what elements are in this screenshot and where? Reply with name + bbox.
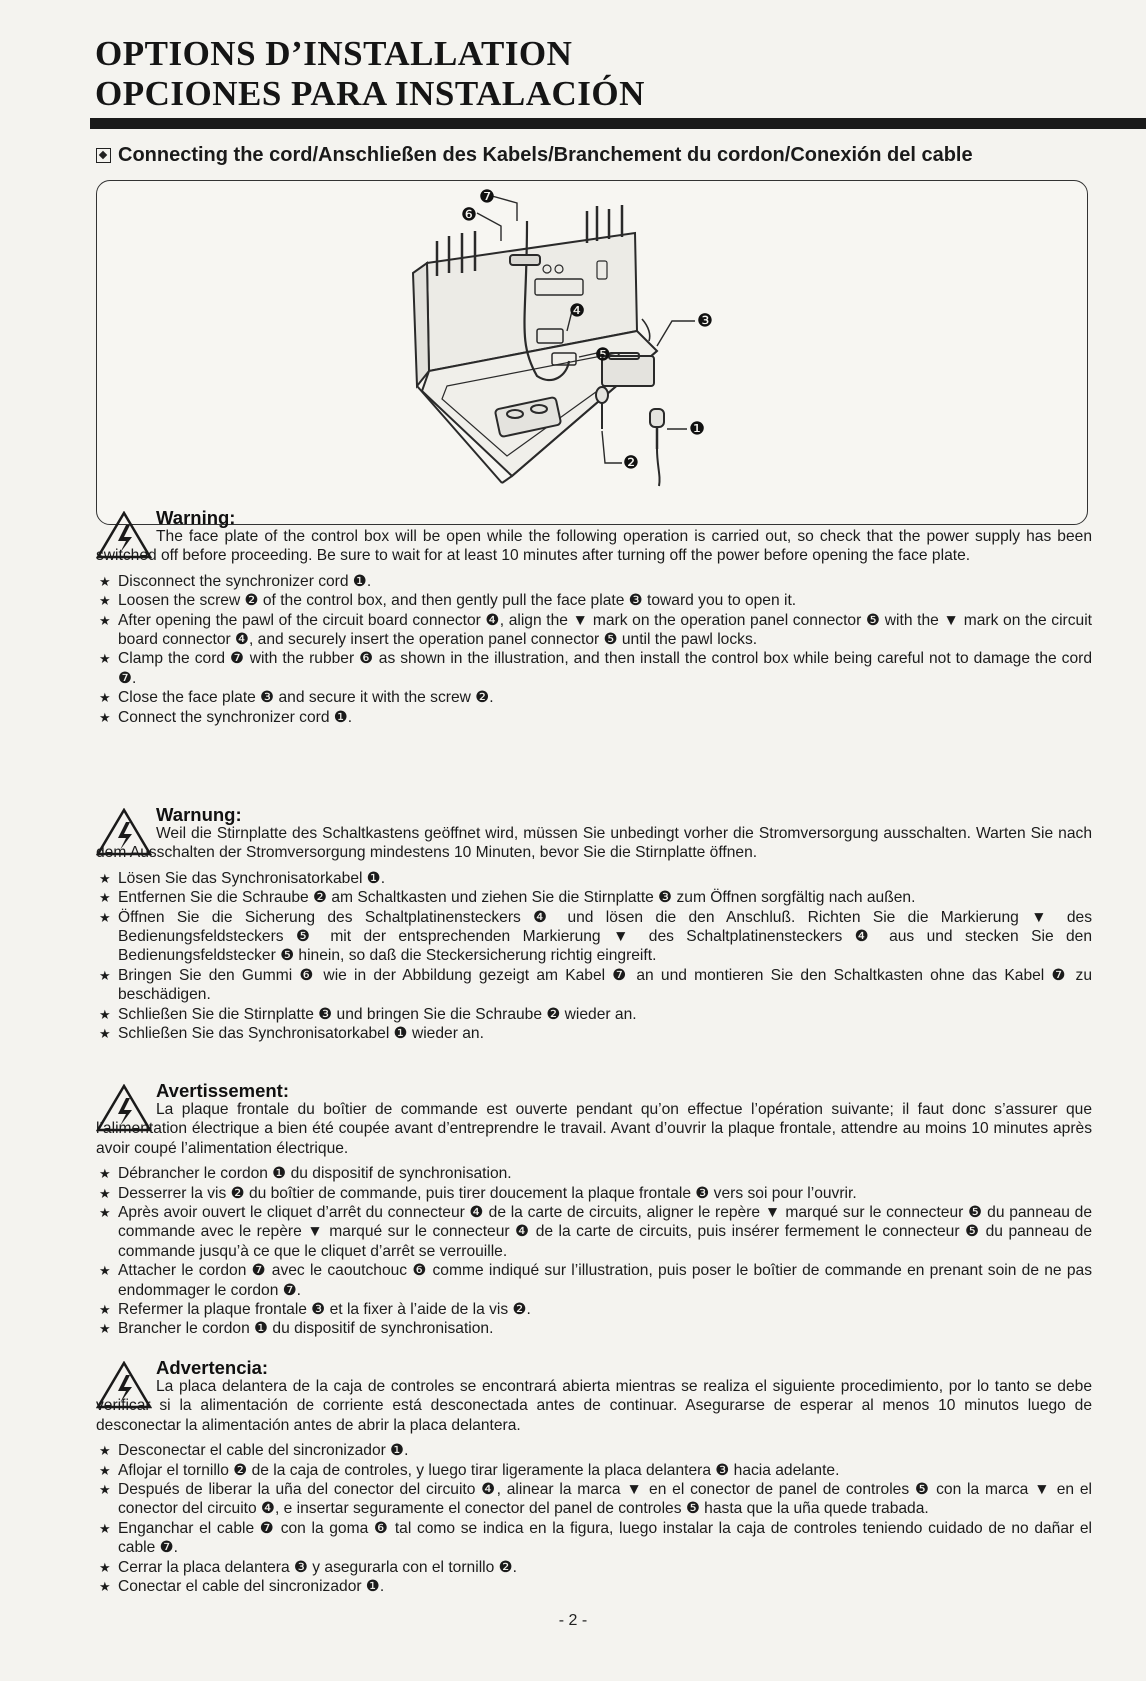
section-heading-text: Connecting the cord/Anschließen des Kabels/Branchement du cordon/Conexión del cable: [118, 144, 973, 166]
callout-1: ❶: [688, 418, 706, 440]
warning-title-spanish: Advertencia:: [156, 1357, 269, 1378]
list-item: ★ Attacher le cordon ❼ avec le caoutchouc ❻ comme indiqué sur l’illustration, puis poser le boîtier de commande en prenant soin de ne pas endommager le cordon ❼.: [99, 1262, 1092, 1299]
steps-list-spanish: [96, 1441, 1092, 1596]
control-box-illustration: [97, 181, 1086, 523]
list-item: ★ Desserrer la vis ❷ du boîtier de commande, puis tirer doucement la plaque frontale ❸ vers soi pour l’ouvrir.: [99, 1184, 857, 1202]
callout-7: ❼: [478, 186, 496, 208]
callout-5: ❺: [594, 344, 612, 366]
warning-body-english: The face plate of the control box will be open while the following operation is carried out, so check that the power supply has been switched off before proceeding. Be sure to wait for at least 10 minutes after turning off the power before opening the face plate.: [96, 528, 1092, 565]
list-item: ★ Cerrar la placa delantera ❸ y asegurarla con el tornillo ❷.: [99, 1558, 517, 1576]
section-heading: [96, 142, 1136, 168]
page-title: [95, 34, 1055, 114]
callout-6: ❻: [460, 204, 478, 226]
list-item: ★ Connect the synchronizer cord ❶.: [99, 708, 353, 726]
list-item: ★ Entfernen Sie die Schraube ❷ am Schaltkasten und ziehen Sie die Stirnplatte ❸ zum Öffnen sorgfältig nach außen.: [99, 889, 916, 907]
list-item: ★ Disconnect the synchronizer cord ❶.: [99, 572, 372, 590]
warning-section-spanish: [96, 1355, 1092, 1596]
warning-body-spanish: La placa delantera de la caja de controles se encontrará abierta mientras se realiza el siguiente procedimiento, por lo tanto se debe verificar si la alimentación de corriente está desconectada antes de continuar. Asegurarse de esperar al menos 10 minutos luego de desconectar la alimentación antes de abrir la placa delantera.: [96, 1378, 1092, 1434]
title-rule-divider: [90, 118, 1146, 129]
title-line-2: OPCIONES PARA INSTALACIÓN: [95, 74, 645, 113]
steps-list-english: [96, 572, 1092, 727]
list-item: ★ Enganchar el cable ❼ con la goma ❻ tal como se indica en la figura, luego instalar la caja de controles teniendo cuidado de no dañar el cable ❼.: [99, 1519, 1092, 1557]
list-item: ★ Débrancher le cordon ❶ du dispositif de synchronisation.: [99, 1165, 512, 1183]
warning-body-german: Weil die Stirnplatte des Schaltkastens geöffnet wird, müssen Sie unbedingt vorher die Stromversorgung ausschalten. Warten Sie nach dem Ausschalten der Stromversorgung mindestens 10 Minuten, bevor Sie die Stirnplatte öffnen.: [96, 825, 1092, 862]
rubber-clamp: [510, 255, 540, 265]
warning-section-english: [96, 505, 1092, 727]
warning-title-german: Warnung:: [156, 804, 242, 825]
illustration-frame: [96, 180, 1088, 525]
title-line-1: OPTIONS D’INSTALLATION: [95, 34, 573, 73]
steps-list-french: [96, 1164, 1092, 1339]
warning-section-french: [96, 1078, 1092, 1339]
list-item: ★ Clamp the cord ❼ with the rubber ❻ as shown in the illustration, and then install the control box while being careful not to damage the cord ❼.: [99, 650, 1092, 687]
page-number: - 2 -: [558, 1612, 588, 1629]
warning-title-english: Warning:: [156, 507, 236, 528]
list-item: ★ After opening the pawl of the circuit board connector ❹, align the ▼ mark on the operation panel connector ❺ with the ▼ mark on the circuit board connector ❹, and securely insert the operation panel connector ❺ until the pawl locks.: [99, 611, 1092, 649]
warning-title-french: Avertissement:: [156, 1080, 289, 1101]
section-bullet-icon: [96, 148, 111, 163]
list-item: ★ Loosen the screw ❷ of the control box, and then gently pull the face plate ❸ toward you to open it.: [99, 592, 797, 610]
list-item: ★ Conectar el cable del sincronizador ❶.: [99, 1578, 385, 1596]
list-item: ★ Bringen Sie den Gummi ❻ wie in der Abbildung gezeigt am Kabel ❼ an und montieren Sie den Schaltkasten ohne das Kabel ❼ zu beschädigen.: [99, 966, 1092, 1004]
list-item: ★ Lösen Sie das Synchronisatorkabel ❶.: [99, 869, 386, 887]
callout-3: ❸: [696, 310, 714, 332]
warning-section-german: [96, 802, 1092, 1043]
callout-4: ❹: [568, 300, 586, 322]
warning-body-french: La plaque frontale du boîtier de commande est ouverte pendant qu’on effectue l’opération suivante; il faut donc s’assurer que l’alimentation électrique a bien été coupée avant d’entreprendre le travail. Avant d’ouvrir la plaque frontale, attendre au moins 10 minutes après avoir coupé l’alimentation électrique.: [96, 1101, 1092, 1157]
list-item: ★ Después de liberar la uña del conector del circuito ❹, alinear la marca ▼ en el conector de panel de controles ❺ con la marca ▼ en el conector del circuito ❹, e insertar seguramente el conector del panel de controles ❺ hasta que la uña quede trabada.: [99, 1481, 1092, 1518]
list-item: ★ Après avoir ouvert le cliquet d’arrêt du connecteur ❹ de la carte de circuits, aligner le repère ▼ marqué sur le connecteur ❺ du panneau de commande avec le repère ▼ marqué sur le connecteur ❹ de la carte de circuits, puis insérer fermement le connecteur ❺ du panneau de commande jusqu’à ce que le cliquet d’arrêt se verrouille.: [99, 1204, 1092, 1260]
list-item: ★ Close the face plate ❸ and secure it with the screw ❷.: [99, 689, 494, 707]
list-item: ★ Öffnen Sie die Sicherung des Schaltplatinensteckers ❹ und lösen die den Anschluß. Richten Sie die Markierung ▼ des Bedienungsfeldsteckers ❺ mit der entsprechenden Markierung ▼ des Schaltplatinensteckers ❹ aus und stecken Sie den Bedienungsfeldstecker ❺ hinein, so daß die Steckersicherung richtig eingreift.: [99, 908, 1092, 965]
list-item: ★ Refermer la plaque frontale ❸ et la fixer à l’aide de la vis ❷.: [99, 1301, 531, 1319]
steps-list-german: [96, 869, 1092, 1044]
box-left-side: [413, 263, 429, 386]
callout-2: ❷: [622, 452, 640, 474]
list-item: ★ Schließen Sie das Synchronisatorkabel ❶ wieder an.: [99, 1025, 484, 1043]
list-item: ★ Desconectar el cable del sincronizador ❶.: [99, 1442, 409, 1460]
list-item: ★ Aflojar el tornillo ❷ de la caja de controles, y luego tirar ligeramente la placa delantera ❸ hacia adelante.: [99, 1461, 840, 1479]
list-item: ★ Schließen Sie die Stirnplatte ❸ und bringen Sie die Schraube ❷ wieder an.: [99, 1005, 637, 1023]
list-item: ★ Brancher le cordon ❶ du dispositif de synchronisation.: [99, 1320, 494, 1338]
